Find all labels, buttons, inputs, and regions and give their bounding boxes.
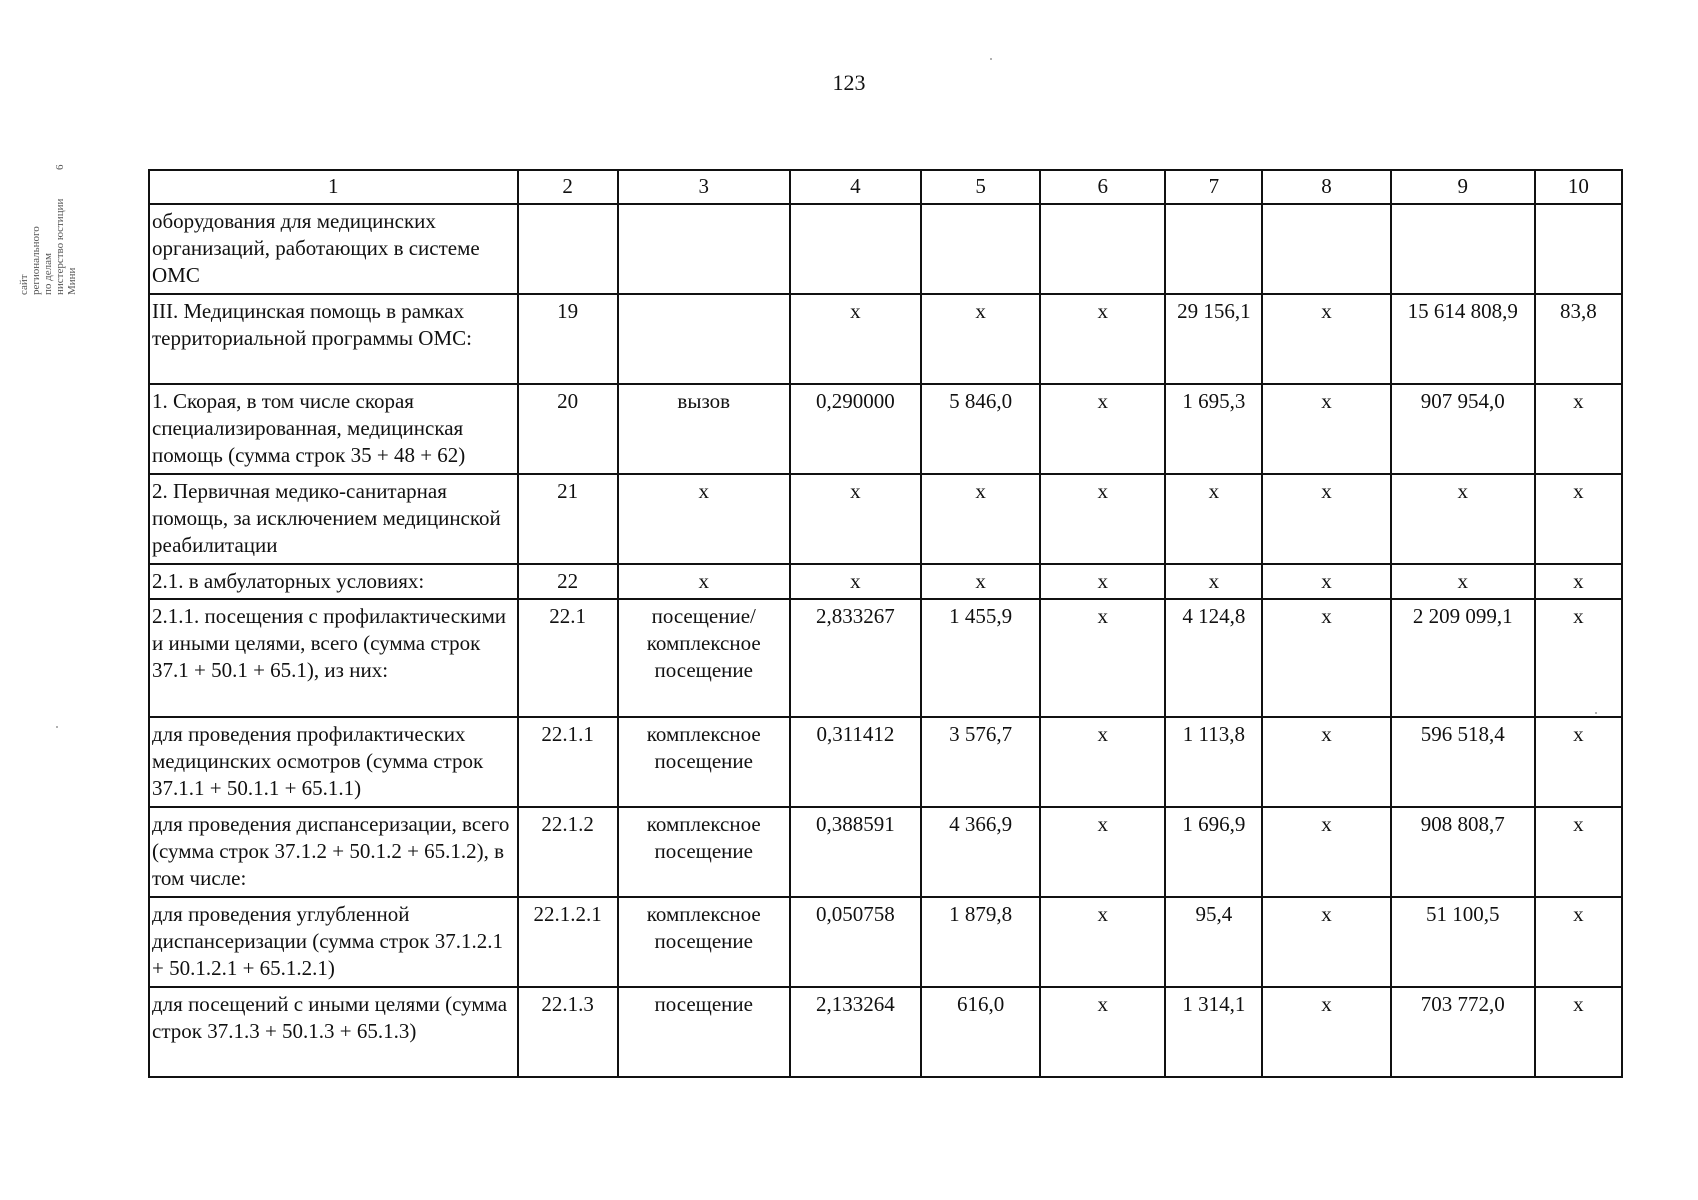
side-stamp-line: по делам (42, 253, 54, 295)
table-cell: х (1262, 987, 1390, 1077)
table-row (149, 384, 1622, 474)
table-cell: х (1535, 987, 1622, 1077)
table-cell: 22.1.2 (518, 807, 618, 897)
page-number: 123 (832, 70, 866, 95)
row-name-cell: 2.1.1. посещения с профилактическими и иными целями, всего (сумма строк 37.1 + 50.1 + 65.1), из них: (149, 599, 518, 717)
table-cell: 95,4 (1165, 897, 1262, 987)
table-cell: х (1535, 384, 1622, 474)
row-name-cell: для посещений с иными целями (сумма строк 37.1.3 + 50.1.3 + 65.1.3) (149, 987, 518, 1077)
table-cell (1040, 204, 1165, 294)
row-name-cell: 2. Первичная медико-санитарная помощь, за исключением медицинской реабилитации (149, 474, 518, 564)
side-stamp-line: сайт (18, 274, 30, 295)
table-cell: х (1391, 474, 1535, 564)
side-stamp-line: 6 (54, 164, 66, 170)
table-cell: 1 696,9 (1165, 807, 1262, 897)
table-cell: х (1262, 897, 1390, 987)
table-cell: 907 954,0 (1391, 384, 1535, 474)
header-cell: 5 (921, 170, 1040, 204)
header-cell: 7 (1165, 170, 1262, 204)
table-cell: комплексное посещение (618, 897, 790, 987)
table-cell: 4 366,9 (921, 807, 1040, 897)
table-cell: х (921, 294, 1040, 384)
table-cell (618, 294, 790, 384)
table-cell: х (1262, 294, 1390, 384)
table-cell: 51 100,5 (1391, 897, 1535, 987)
row-name-cell: III. Медицинская помощь в рамках территориальной программы ОМС: (149, 294, 518, 384)
table-cell: 1 314,1 (1165, 987, 1262, 1077)
table-cell: 22.1.1 (518, 717, 618, 807)
table-row (149, 599, 1622, 717)
table-cell: 0,050758 (790, 897, 921, 987)
table-cell: 703 772,0 (1391, 987, 1535, 1077)
row-name-cell: для проведения профилактических медицинских осмотров (сумма строк 37.1.1 + 50.1.1 + 65.1.1) (149, 717, 518, 807)
table-cell: х (1040, 717, 1165, 807)
table-cell (518, 204, 618, 294)
row-name-cell: оборудования для медицинских организаций, работающих в системе ОМС (149, 204, 518, 294)
table-cell: х (1535, 717, 1622, 807)
table-row (149, 897, 1622, 987)
side-stamp-line: Мини (66, 267, 78, 295)
table-cell: 2 209 099,1 (1391, 599, 1535, 717)
side-stamp-line: нистерство юстиции (54, 198, 66, 295)
row-name-cell: для проведения диспансеризации, всего (сумма строк 37.1.2 + 50.1.2 + 65.1.2), в том числе: (149, 807, 518, 897)
table-cell: х (1262, 807, 1390, 897)
table-header-row (149, 170, 1622, 204)
table-cell: 22.1 (518, 599, 618, 717)
table-cell: вызов (618, 384, 790, 474)
table-cell: 22.1.3 (518, 987, 618, 1077)
table-row (149, 807, 1622, 897)
table-cell: х (1040, 474, 1165, 564)
table-cell: 0,290000 (790, 384, 921, 474)
table-cell: х (618, 474, 790, 564)
side-stamp-line: регионального (30, 226, 42, 295)
table-row (149, 204, 1622, 294)
table-cell: 0,311412 (790, 717, 921, 807)
table-cell: 20 (518, 384, 618, 474)
table-row (149, 564, 1622, 599)
table-cell: 83,8 (1535, 294, 1622, 384)
header-cell: 3 (618, 170, 790, 204)
table-cell: комплексное посещение (618, 807, 790, 897)
table-cell: 1 455,9 (921, 599, 1040, 717)
header-cell: 10 (1535, 170, 1622, 204)
table-cell: 1 695,3 (1165, 384, 1262, 474)
header-cell: 4 (790, 170, 921, 204)
table-cell: посещение/ комплексное посещение (618, 599, 790, 717)
table-cell: х (1040, 294, 1165, 384)
header-cell: 8 (1262, 170, 1390, 204)
table-row (149, 294, 1622, 384)
row-name-cell: для проведения углубленной диспансеризации (сумма строк 37.1.2.1 + 50.1.2.1 + 65.1.2.1) (149, 897, 518, 987)
row-name-cell: 2.1. в амбулаторных условиях: (149, 564, 518, 599)
table-cell (1391, 204, 1535, 294)
table-cell: х (1165, 564, 1262, 599)
table-cell: х (1040, 987, 1165, 1077)
side-stamp (18, 110, 98, 300)
table-cell: х (1535, 564, 1622, 599)
table-cell: 21 (518, 474, 618, 564)
table-cell: 596 518,4 (1391, 717, 1535, 807)
table-cell (790, 204, 921, 294)
table-row (149, 474, 1622, 564)
table-cell: 5 846,0 (921, 384, 1040, 474)
table-cell: 908 808,7 (1391, 807, 1535, 897)
scan-speck (990, 58, 992, 60)
table-cell: х (1040, 897, 1165, 987)
table-cell: х (1040, 564, 1165, 599)
table-cell: 0,388591 (790, 807, 921, 897)
row-name-cell: 1. Скорая, в том числе скорая специализированная, медицинская помощь (сумма строк 35 + 48 + 62) (149, 384, 518, 474)
table-cell: 2,833267 (790, 599, 921, 717)
header-cell: 2 (518, 170, 618, 204)
table-cell: 19 (518, 294, 618, 384)
table-cell: 1 113,8 (1165, 717, 1262, 807)
table-cell (1535, 204, 1622, 294)
table-cell: 2,133264 (790, 987, 921, 1077)
table-cell: х (1040, 807, 1165, 897)
table-cell: х (1535, 807, 1622, 897)
table-cell: х (1535, 474, 1622, 564)
table-cell: х (1262, 717, 1390, 807)
scan-speck (1595, 712, 1597, 714)
scan-speck (56, 726, 58, 728)
table-cell (921, 204, 1040, 294)
table-cell: х (921, 564, 1040, 599)
table-cell: 29 156,1 (1165, 294, 1262, 384)
table-cell: х (1262, 384, 1390, 474)
table-cell: х (1262, 474, 1390, 564)
table-cell: х (921, 474, 1040, 564)
table-cell: х (1165, 474, 1262, 564)
table-cell: х (1535, 599, 1622, 717)
table-cell: х (790, 474, 921, 564)
table-row (149, 717, 1622, 807)
table-cell: х (1040, 384, 1165, 474)
table-cell: 22 (518, 564, 618, 599)
header-cell: 9 (1391, 170, 1535, 204)
table-cell: х (1262, 564, 1390, 599)
table-cell (1262, 204, 1390, 294)
table-cell: посещение (618, 987, 790, 1077)
table-cell: 15 614 808,9 (1391, 294, 1535, 384)
table-cell: х (618, 564, 790, 599)
header-cell: 1 (149, 170, 518, 204)
table-cell: 22.1.2.1 (518, 897, 618, 987)
table-row (149, 987, 1622, 1077)
table-cell: комплексное посещение (618, 717, 790, 807)
table-cell (1165, 204, 1262, 294)
table-cell: х (1040, 599, 1165, 717)
header-cell: 6 (1040, 170, 1165, 204)
table-cell (618, 204, 790, 294)
table-cell: х (1535, 897, 1622, 987)
table-cell: 616,0 (921, 987, 1040, 1077)
table-cell: 1 879,8 (921, 897, 1040, 987)
table-cell: х (1262, 599, 1390, 717)
table-cell: 4 124,8 (1165, 599, 1262, 717)
table-cell: х (790, 294, 921, 384)
table-cell: х (1391, 564, 1535, 599)
table-cell: 3 576,7 (921, 717, 1040, 807)
data-table (148, 169, 1623, 1078)
table-cell: х (790, 564, 921, 599)
